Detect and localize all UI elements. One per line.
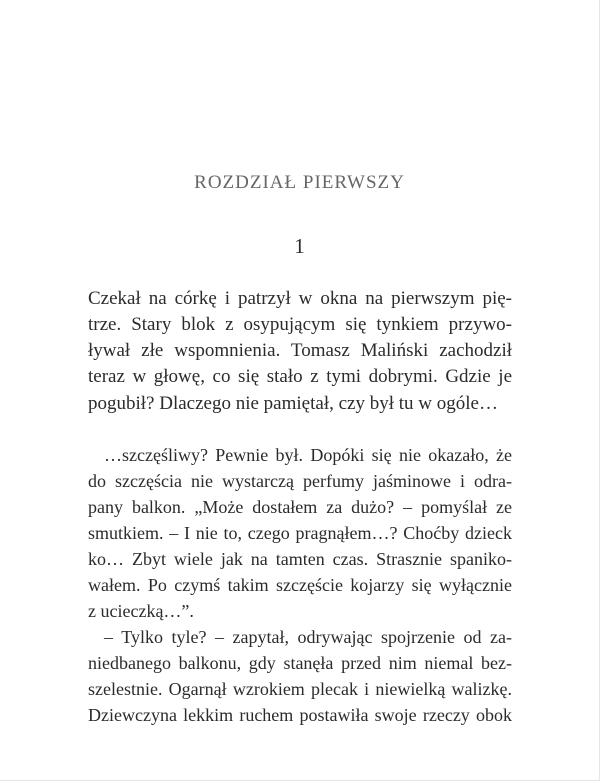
paragraph-2-line-1: …szczęśliwy? Pewnie był. Dopóki się nie okazało, że [104, 445, 512, 465]
paragraph-1-line-4: teraz w głowę, co się stało z tymi dobrymi. Gdzie je [88, 366, 512, 387]
paragraph-1-line-3: ływał złe wspomnienia. Tomasz Maliński zachodził [88, 340, 512, 361]
chapter-title: ROZDZIAŁ PIERWSZY [194, 172, 405, 193]
paragraph-2-line-2: do szczęścia nie wystarczą perfumy jaśminowe i odra- [88, 471, 512, 491]
paragraph-1-line-2: trze. Stary blok z osypującym się tynkiem przywo- [88, 314, 512, 335]
paragraph-2-line-7: z ucieczką…”. [88, 601, 194, 621]
paragraph-3-line-1: – Tylko tyle? – zapytał, odrywając spojrzenie od za- [104, 627, 512, 647]
paragraph-2-line-6: wałem. Po czymś takim szczęście kojarzy się wyłącznie [88, 575, 512, 595]
paragraph-2-line-3: pany balkon. „Może dostałem za dużo? – pomyślał ze [88, 497, 512, 517]
paragraph-3-line-3: szelestnie. Ogarnął wzrokiem plecak i niewielką walizkę. [88, 679, 512, 699]
paragraph-3-line-4: Dziewczyna lekkim ruchem postawiła swoje rzeczy obok [88, 705, 512, 725]
paragraph-2-line-5: ko… Zbyt wiele jak na tamten czas. Strasznie spaniko- [88, 549, 512, 569]
paragraph-1-line-1: Czekał na córkę i patrzył w okna na pierwszym pię- [88, 288, 512, 309]
paragraph-2-line-4: smutkiem. – I nie to, czego pragnąłem…? Choćby dzieck [88, 523, 512, 543]
paragraph-3-line-2: niedbanego balkonu, gdy stanęła przed nim niemal bez- [88, 653, 512, 673]
section-number: 1 [294, 234, 305, 258]
paragraph-1-line-5: pogubił? Dlaczego nie pamiętał, czy był tu w ogóle… [88, 393, 498, 414]
